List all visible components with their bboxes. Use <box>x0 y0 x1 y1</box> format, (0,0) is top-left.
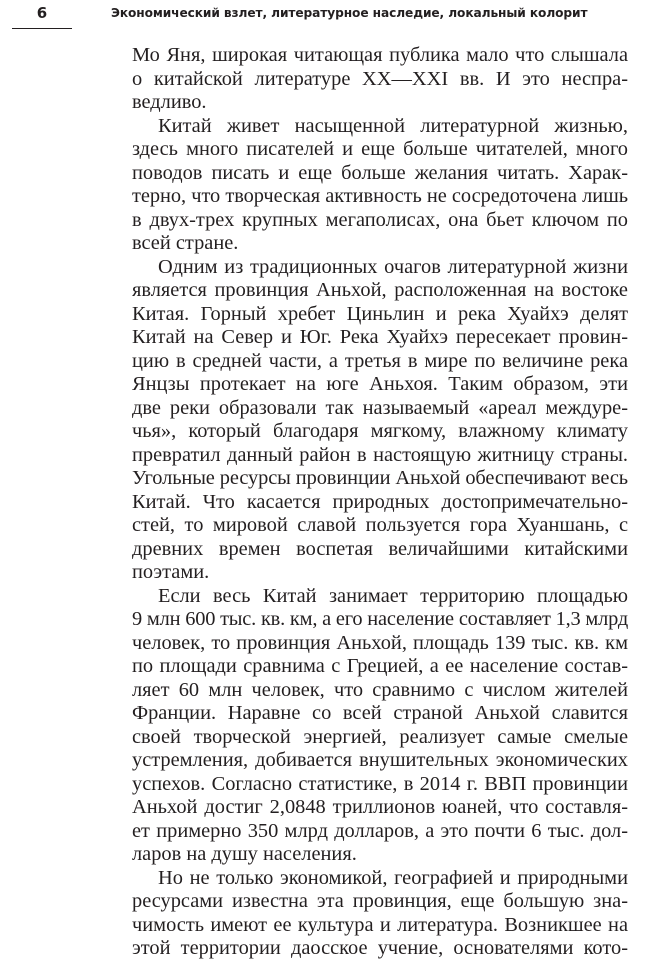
text-line: ляет 60 млн человек, что сравнимо с числом жителей <box>132 678 628 701</box>
text-line: устремления, добивается внушительных экономических <box>132 749 628 771</box>
text-line: ресурсами известна эта провинция, еще большую зна- <box>132 890 628 912</box>
paragraph <box>132 44 628 115</box>
paragraph <box>132 585 628 867</box>
body-text <box>132 44 628 961</box>
running-title: Экономический взлет, литературное наследие, локальный колорит <box>111 6 588 20</box>
text-line: ет примерно 350 млрд долларов, а это почти 6 тыс. дол- <box>132 819 628 842</box>
text-line: является провинция Аньхой, расположенная на востоке <box>132 279 628 301</box>
text-line: чимость имеют ее культура и литература. Возникшее на <box>132 913 628 936</box>
text-line: Китай. Что касается природных достопримечательно- <box>132 490 628 513</box>
paragraph <box>132 867 628 961</box>
page-number: 6 <box>36 4 48 22</box>
text-line: Одним из традиционных очагов литературной жизни <box>158 255 628 278</box>
text-line: древних времен воспетая величайшими китайскими <box>132 537 628 560</box>
text-line: этой территории даосское учение, основателями кото- <box>132 937 628 959</box>
text-line: успехов. Согласно статистике, в 2014 г. ВВП провинции <box>132 772 628 795</box>
text-line: поводов писать и еще больше желания читать. Харак- <box>132 161 628 184</box>
text-line: Китай живет насыщенной литературной жизнью, <box>158 114 628 137</box>
paragraph <box>132 256 628 585</box>
text-line: терно, что творческая активность не сосредоточена лишь <box>132 185 628 207</box>
text-line: Но не только экономикой, географией и природными <box>158 866 628 889</box>
text-line: Мо Яня, широкая читающая публика мало что слышала <box>132 44 628 66</box>
text-line: Аньхой достиг 2,0848 триллионов юаней, что составля- <box>132 796 628 818</box>
text-line: превратил данный район в настоящую житницу страны. <box>132 443 628 466</box>
running-header <box>0 0 652 30</box>
text-line: чья», который благодаря мягкому, влажному климату <box>132 420 628 442</box>
text-line: своей творческой энергией, реализует самые смелые <box>132 725 628 748</box>
text-line: о китайской литературе XX—XXI вв. И это неспра- <box>132 67 628 90</box>
paragraph <box>132 115 628 256</box>
text-line: в двух-трех крупных мегаполисах, она бьет ключом по <box>132 208 628 231</box>
text-line: Угольные ресурсы провинции Аньхой обеспечивают весь <box>132 467 628 489</box>
text-line: всей стране. <box>132 232 239 254</box>
text-line: поэтами. <box>132 561 210 583</box>
text-line: Если весь Китай занимает территорию площадью <box>158 584 628 607</box>
text-line: здесь много писателей и еще больше читателей, много <box>132 138 628 160</box>
text-line: цию в средней части, а третья в мире по величине река <box>132 349 628 372</box>
page-number-rule <box>12 28 72 29</box>
text-line: по площади сравнима с Грецией, а ее население состав- <box>132 655 628 677</box>
text-line: 9 млн 600 тыс. кв. км, а его население составляет 1,3 млрд <box>132 608 628 630</box>
text-line: ведливо. <box>132 91 207 113</box>
text-line: Китай на Север и Юг. Река Хуайхэ пересекает провин- <box>132 326 628 348</box>
text-line: человек, то провинция Аньхой, площадь 139 тыс. кв. км <box>132 631 628 654</box>
text-line: Китая. Горный хребет Циньлин и река Хуайхэ делят <box>132 302 628 325</box>
text-line: Янцзы протекает на юге Аньхоя. Таким образом, эти <box>132 373 628 395</box>
text-line: две реки образовали так называемый «ареал междуре- <box>132 396 628 419</box>
text-line: Франции. Наравне со всей страной Аньхой славится <box>132 702 628 724</box>
text-line: ларов на душу населения. <box>132 843 357 865</box>
text-line: стей, то мировой славой пользуется гора Хуаншань, с <box>132 514 628 536</box>
